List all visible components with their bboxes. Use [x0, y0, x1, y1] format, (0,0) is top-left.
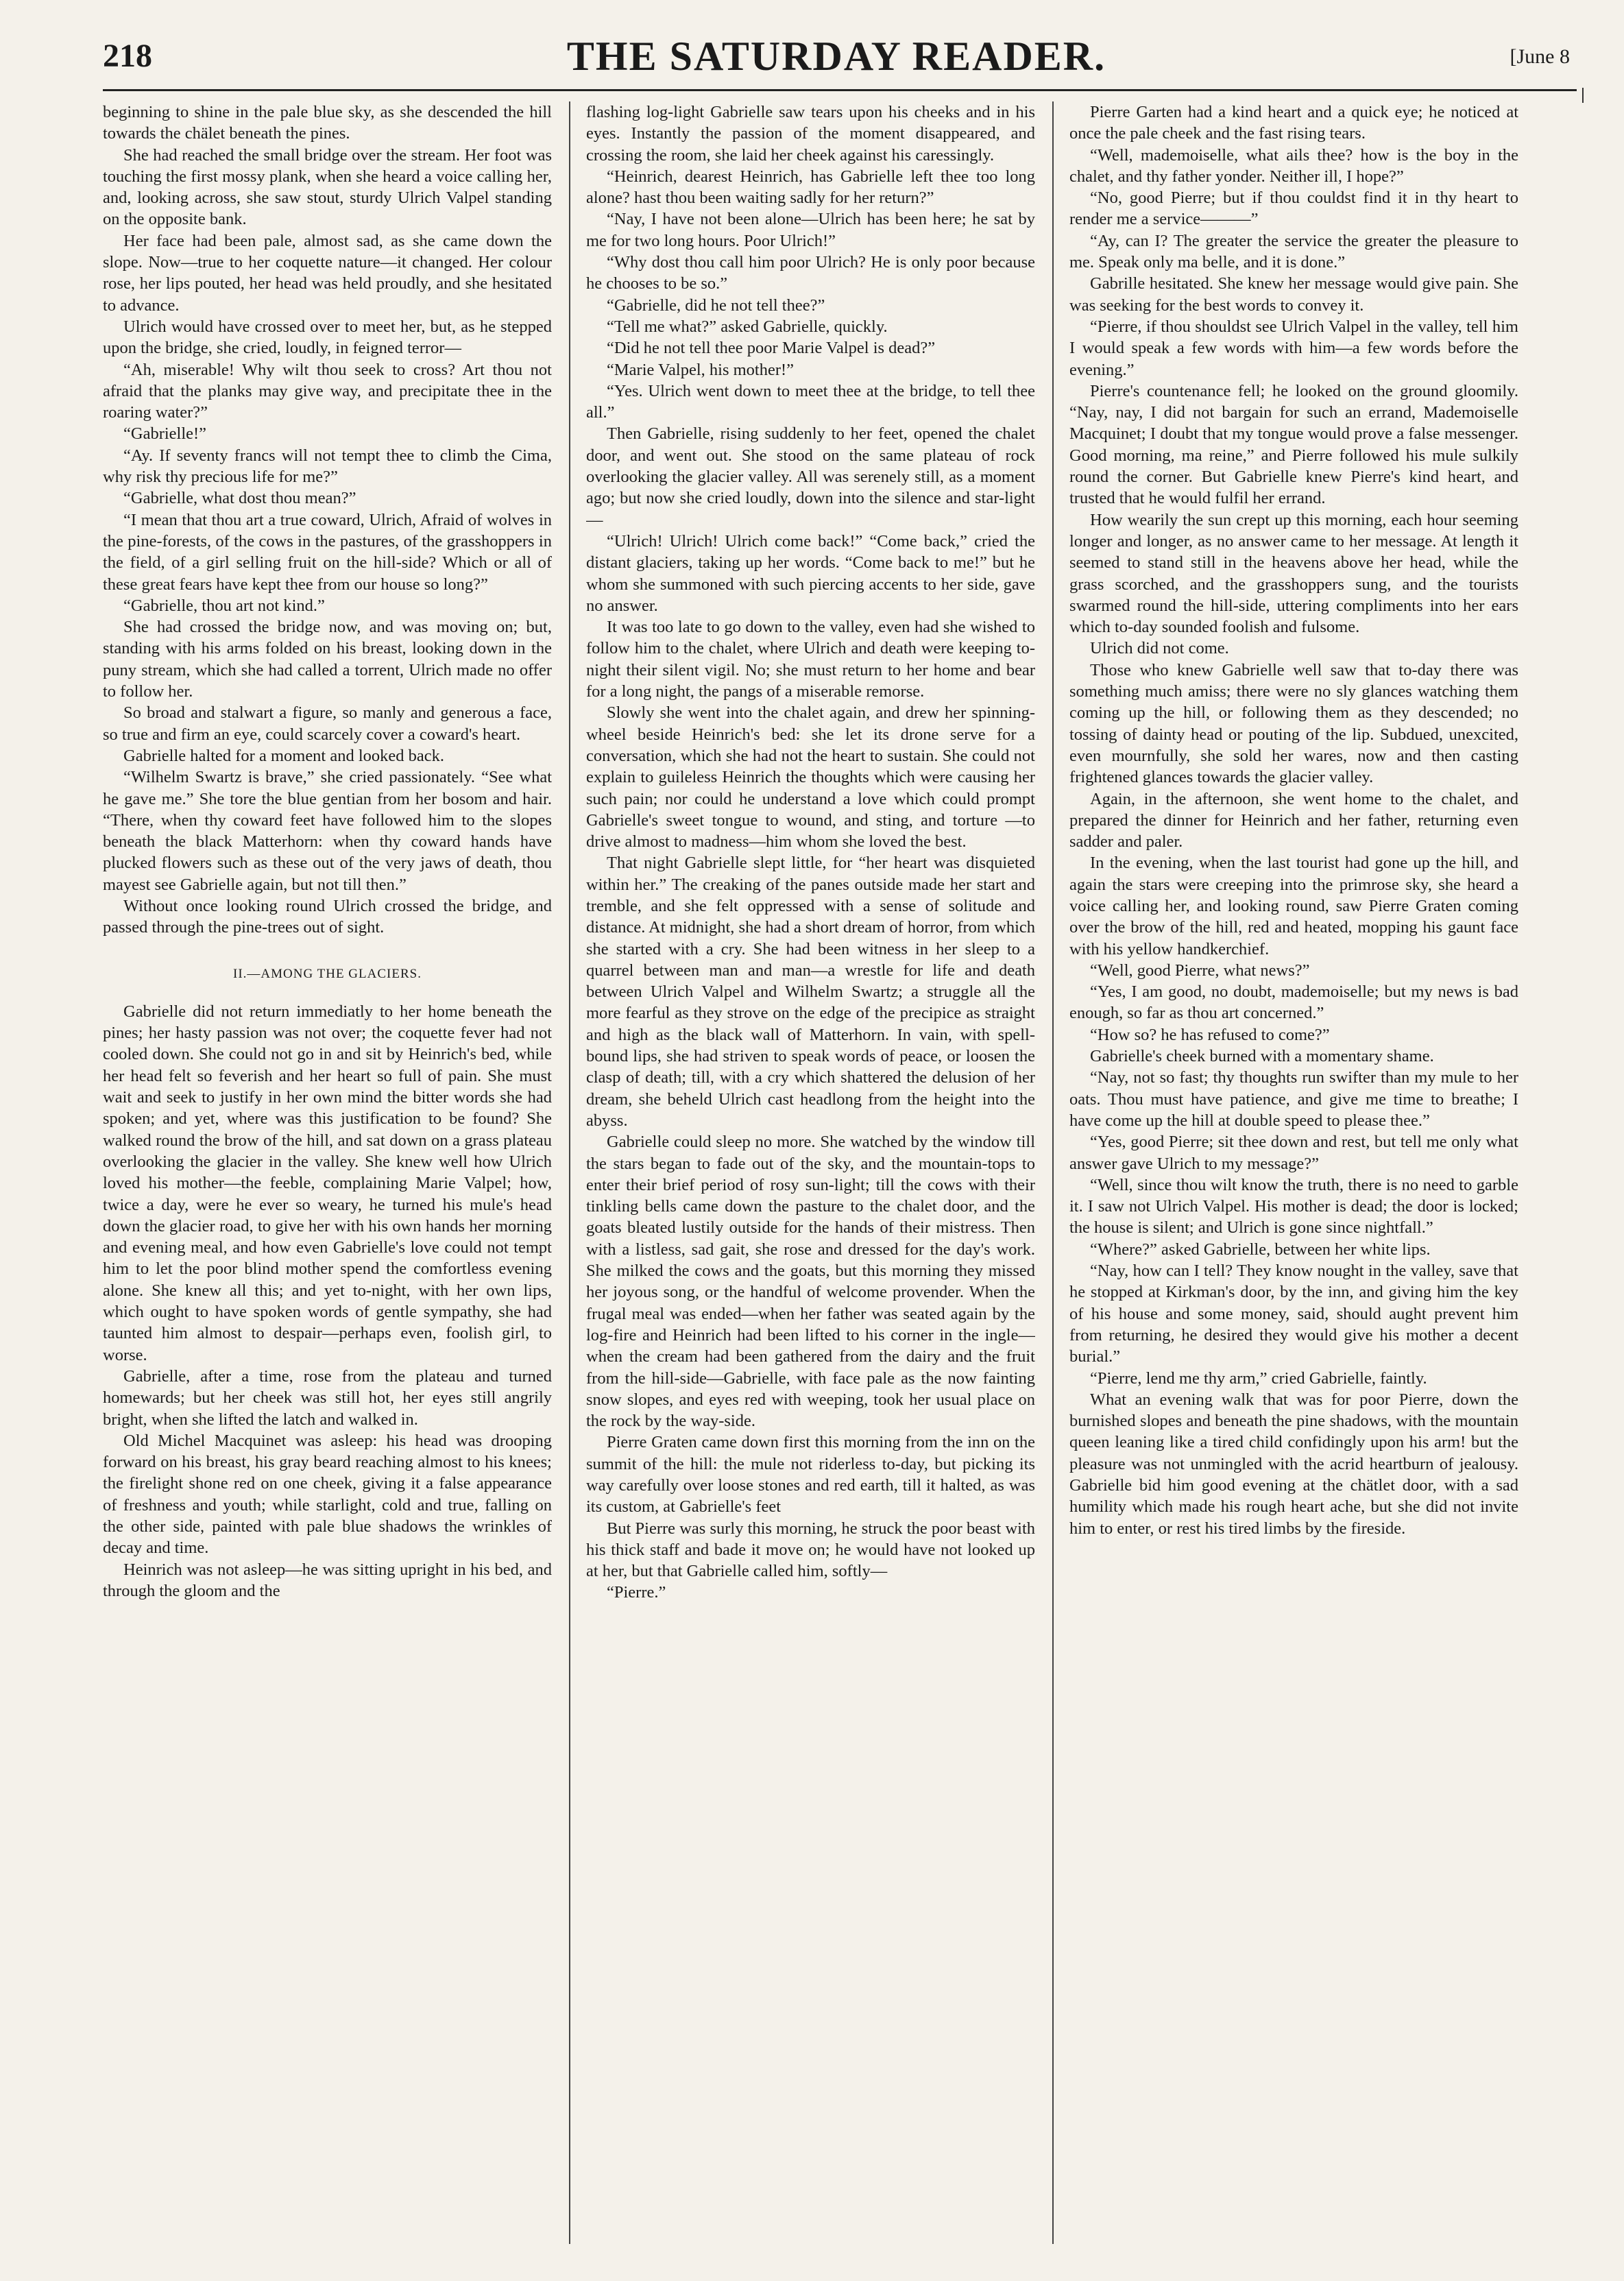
paragraph: How wearily the sun crept up this morning, each hour seeming longer and longer, as no answer came to her message. At length it seemed to stand still in the heavens above her head, while the grass scorched, and the grasshoppers sung, and the tourists swarmed round the hill-side, uttering compliments into her ears which to-day sounded foolish and fulsome.	[1069, 510, 1518, 637]
paragraph: “Yes, good Pierre; sit thee down and rest, but tell me only what answer gave Ulrich to my message?”	[1069, 1133, 1518, 1173]
page-header	[103, 33, 1570, 81]
paragraph: She had reached the small bridge over the stream. Her foot was touching the first mossy plank, when she heard a voice calling her, and, looking across, she saw stout, sturdy Ulrich Valpel standing on the opposite bank.	[103, 145, 552, 229]
paragraph: Ulrich did not come.	[1090, 639, 1229, 658]
issue-date: [June 8	[1510, 45, 1570, 68]
paragraph: “Ay, can I? The greater the service the greater the pleasure to me. Speak only ma belle, and it is done.”	[1069, 231, 1518, 272]
masthead-title: THE SATURDAY READER.	[566, 34, 1106, 79]
paragraph: Gabrille hesitated. She knew her message would give pain. She was seeking for the best words to convey it.	[1069, 274, 1518, 315]
paragraph: Gabrielle's cheek burned with a momentary shame.	[1090, 1047, 1434, 1066]
paragraph: Heinrich was not asleep—he was sitting upright in his bed, and through the gloom and the	[103, 1560, 552, 1600]
page-number: 218	[103, 38, 152, 74]
paragraph: Pierre Graten came down first this morning from the inn on the summit of the hill: the mule not riderless to-day, but picking its way carefully over loose stones and red earth, till it halted, as was its custom, at Gabrielle's feet	[586, 1433, 1035, 1517]
paragraph: She had crossed the bridge now, and was moving on; but, standing with his arms folded on his breast, looking down in the puny stream, which she had called a torrent, Ulrich made no offer to follow her.	[103, 618, 552, 701]
paragraph: Gabrielle halted for a moment and looked back.	[123, 746, 445, 765]
paragraph: So broad and stalwart a figure, so manly and generous a face, so true and firm an eye, could scarcely cover a coward's heart.	[103, 703, 552, 744]
paragraph: Gabrielle did not return immediatly to her home beneath the pines; her hasty passion was not over; the coquette fever had not cooled down. She could not go in and sit by Heinrich's bed, while her head felt so feverish and her heart so full of pain. She must wait and seek to justify in her own mind the bitter words she had spoken; and yet, where was this justification to be found? She walked round the brow of the hill, and sat down on a grass plateau overlooking the glacier in the valley. She knew well how Ulrich loved his mother—the feeble, complaining Marie Valpel; how, twice a day, were he ever so weary, he turned his mule's head down the glacier road, to give her with his own hands her morning and evening meal, and how even Gabrielle's love could not tempt him to let the poor blind mother spend the comfortless evening alone. She knew all this; and yet to-night, with her own lips, which ought to have spoken words of gentle sympathy, she had taunted him almost to despair—perhaps even, foolish girl, to worse.	[103, 1002, 552, 1364]
paragraph: But Pierre was surly this morning, he struck the poor beast with his thick staff and bade it move on; he would have not looked up at her, but that Gabrielle called him, softly—	[586, 1519, 1035, 1581]
paragraph: “Where?” asked Gabrielle, between her white lips.	[1090, 1240, 1431, 1259]
paragraph: “Nay, I have not been alone—Ulrich has been here; he sat by me for two long hours. Poor Ulrich!”	[586, 210, 1035, 250]
paragraph: “Nay, how can I tell? They know nought in the valley, save that he stopped at Kirkman's door, by the inn, and giving him the key of his house and some money, said, should aught prevent him from returning, he desired they would give his mother a decent burial.”	[1069, 1262, 1518, 1366]
paragraph: Her face had been pale, almost sad, as she came down the slope. Now—true to her coquette nature—it changed. Her colour rose, her lips pouted, her head was held proudly, and she hesitated to advance.	[103, 231, 552, 315]
paragraph: “Pierre.”	[607, 1583, 666, 1602]
section-heading: II.—AMONG THE GLACIERS.	[233, 966, 422, 981]
paragraph: “Yes, I am good, no doubt, mademoiselle; but my news is bad enough, so far as thou art concerned.”	[1069, 982, 1518, 1023]
paragraph: “Gabrielle, thou art not kind.”	[123, 596, 325, 615]
header-rule	[103, 89, 1577, 91]
paragraph: “Ay. If seventy francs will not tempt thee to climb the Cima, why risk thy precious life for me?”	[103, 446, 552, 487]
paragraph: Gabrielle, after a time, rose from the plateau and turned homewards; but her cheek was still hot, her eyes still angrily bright, when she lifted the latch and walked in.	[103, 1366, 552, 1429]
column-2	[586, 101, 1035, 2244]
paragraph: “Gabrielle, did he not tell thee?”	[607, 295, 825, 315]
paragraph: Pierre Garten had a kind heart and a quick eye; he noticed at once the pale cheek and the fast rising tears.	[1069, 103, 1518, 143]
column-1	[103, 101, 552, 2244]
paragraph: “Well, good Pierre, what news?”	[1090, 961, 1310, 980]
column-divider	[1052, 101, 1054, 2244]
margin-mark	[1582, 88, 1584, 103]
paragraph: Ulrich would have crossed over to meet her, but, as he stepped upon the bridge, she cried, loudly, in feigned terror—	[103, 317, 552, 358]
paragraph: That night Gabrielle slept little, for “her heart was disquieted within her.” The creaking of the panes outside made her start and tremble, and she felt oppressed with a sense of solitude and distance. At midnight, she had a short dream of horror, from which she started with a cry. She had been witness in her sleep to a quarrel between man and man—a wrestle for life and death between Ulrich Valpel and Wilhelm Swartz; a struggle all the more fearful as they strove on the edge of the precipice as straight and high as the black wall of Matterhorn. In vain, with spell-bound lips, she had striven to speak words of peace, or loosen the clasp of death; till, with a cry which shattered the delusion of her dream, she beheld Ulrich cast headlong from the height into the abyss.	[586, 854, 1035, 1130]
paragraph: Old Michel Macquinet was asleep: his head was drooping forward on his breast, his gray beard reaching almost to his knees; the firelight shone red on one cheek, giving it a false appearance of freshness and youth; while starlight, cold and true, falling on the other side, painted with pale blue shadows the wrinkles of decay and time.	[103, 1431, 552, 1558]
paragraph: Pierre's countenance fell; he looked on the ground gloomily. “Nay, nay, I did not bargain for such an errand, Mademoiselle Macquinet; I doubt that my tongue would prove a false messenger. Good morning, ma reine,” and Pierre followed his mule sulkily round the corner. But Gabrielle knew Pierre's kind heart, and trusted that he would fulfil her errand.	[1069, 381, 1518, 508]
paragraph: “Pierre, if thou shouldst see Ulrich Valpel in the valley, tell him I would speak a few words with him—a few words before the evening.”	[1069, 317, 1518, 379]
paragraph: “How so? he has refused to come?”	[1090, 1025, 1330, 1044]
column-divider	[569, 101, 570, 2244]
paragraph: “Heinrich, dearest Heinrich, has Gabrielle left thee too long alone? hast thou been waiting sadly for her return?”	[586, 167, 1035, 208]
paragraph: Again, in the afternoon, she went home to the chalet, and prepared the dinner for Heinrich and her father, returning even sadder and paler.	[1069, 789, 1518, 852]
paragraph: “Pierre, lend me thy arm,” cried Gabrielle, faintly.	[1090, 1368, 1427, 1388]
paragraph: What an evening walk that was for poor Pierre, down the burnished slopes and beneath the pine shadows, with the mountain queen leaning like a tired child confidingly upon his arm! but the pleasure was not unmingled with the acrid heartburn of jealousy. Gabrielle bid him good evening at the chätlet door, with a sad humility which made his rough heart ache, but she did not invite him to enter, or rest his tired limbs by the fireside.	[1069, 1390, 1518, 1538]
paragraph: Slowly she went into the chalet again, and drew her spinning-wheel beside Heinrich's bed: she let its drone serve for a conversation, which she had not the heart to sustain. She could not explain to guileless Heinrich the thoughts which were causing her such pain; nor could he understand a love which could prompt Gabrielle's sweet tongue to wound, and sting, and torture —to drive almost to madness—him whom she loved the best.	[586, 703, 1035, 852]
paragraph: “Gabrielle, what dost thou mean?”	[123, 489, 356, 508]
paragraph: Without once looking round Ulrich crossed the bridge, and passed through the pine-trees out of sight.	[103, 896, 552, 937]
paragraph: “Ulrich! Ulrich! Ulrich come back!” “Come back,” cried the distant glaciers, taking up her words. “Come back to me!” but he whom she summoned with such piercing accents to her side, gave no answer.	[586, 531, 1035, 615]
paragraph: In the evening, when the last tourist had gone up the hill, and again the stars were creeping into the primrose sky, she heard a voice calling her, and looking round, saw Pierre Graten coming over the brow of the hill, red and heated, mopping his gaunt face with his yellow handkerchief.	[1069, 854, 1518, 958]
paragraph: “Tell me what?” asked Gabrielle, quickly.	[607, 317, 888, 336]
paragraph: “Well, mademoiselle, what ails thee? how is the boy in the chalet, and thy father yonder. Neither ill, I hope?”	[1069, 145, 1518, 186]
paragraph: flashing log-light Gabrielle saw tears upon his cheeks and in his eyes. Instantly the passion of the moment disappeared, and crossing the room, she laid her cheek against his caressingly.	[586, 103, 1035, 165]
paragraph: “I mean that thou art a true coward, Ulrich, Afraid of wolves in the pine-forests, of the cows in the pastures, of the grasshoppers in the field, of a girl selling fruit on the hill-side? Which or all of these great fears have kept thee from our house so long?”	[103, 510, 552, 594]
paragraph: “Gabrielle!”	[123, 424, 207, 444]
paragraph: “No, good Pierre; but if thou couldst find it in thy heart to render me a service———”	[1069, 189, 1518, 229]
paragraph: beginning to shine in the pale blue sky, as she descended the hill towards the chälet beneath the pines.	[103, 103, 552, 143]
paragraph: Then Gabrielle, rising suddenly to her feet, opened the chalet door, and went out. She stood on the same plateau of rock overlooking the glacier valley. All was serenely still, as a moment ago; but now she cried loudly, down into the silence and star-light—	[586, 424, 1035, 529]
paragraph: Gabrielle could sleep no more. She watched by the window till the stars began to fade out of the sky, and the mountain-tops to enter their brief period of rosy sun-light; till the cows with their tinkling bells came down the pasture to the chalet door, and the goats bleated lustily outside for the hands of their mistress. Then with a listless, sad gait, she rose and dressed for the day's work. She milked the cows and the goats, but this morning they missed her joyous song, or the handful of welcome provender. When the frugal meal was ended—when her father was seated again by the log-fire and Heinrich had been lifted to his corner in the ingle—when the cream had been gathered from the dairy and the fruit from the hill-side—Gabrielle, with face pale as the now fainting snow slopes, and eyes red with weeping, took her usual place on the rock by the way-side.	[586, 1133, 1035, 1431]
paragraph: “Nay, not so fast; thy thoughts run swifter than my mule to her oats. Thou must have patience, and give me time to breathe; I have come up the hill at double speed to please thee.”	[1069, 1068, 1518, 1130]
paragraph: Those who knew Gabrielle well saw that to-day there was something much amiss; there were no sly glances watching them coming up the hill, or following them as they descended; no tossing of dainty head or pouting of the lip. Subdued, unexcited, even mournfully, she sold her wares, now and then casting frightened glances towards the glacier valley.	[1069, 660, 1518, 787]
paragraph: “Did he not tell thee poor Marie Valpel is dead?”	[607, 339, 936, 358]
paragraph: “Ah, miserable! Why wilt thou seek to cross? Art thou not afraid that the planks may give way, and precipitate thee in the roaring water?”	[103, 360, 552, 422]
paragraph: It was too late to go down to the valley, even had she wished to follow him to the chalet, where Ulrich and death were keeping to-night their silent vigil. No; she must return to her home and bear for a long night, the pangs of a miserable remorse.	[586, 618, 1035, 701]
paragraph: “Wilhelm Swartz is brave,” she cried passionately. “See what he gave me.” She tore the blue gentian from her bosom and hair. “There, when thy coward feet have followed him to the slopes beneath the black Matterhorn: when thy coward hands have plucked flowers such as these out of the very jaws of death, thou mayest see Gabrielle again, but not till then.”	[103, 768, 552, 894]
paragraph: “Why dost thou call him poor Ulrich? He is only poor because he chooses to be so.”	[586, 253, 1035, 293]
paragraph: “Yes. Ulrich went down to meet thee at the bridge, to tell thee all.”	[586, 381, 1035, 422]
column-3	[1069, 101, 1518, 2244]
paragraph: “Well, since thou wilt know the truth, there is no need to garble it. I saw not Ulrich Valpel. His mother is dead; the door is locked; the house is silent; and Ulrich is gone since nightfall.”	[1069, 1175, 1518, 1238]
paragraph: “Marie Valpel, his mother!”	[607, 360, 795, 379]
